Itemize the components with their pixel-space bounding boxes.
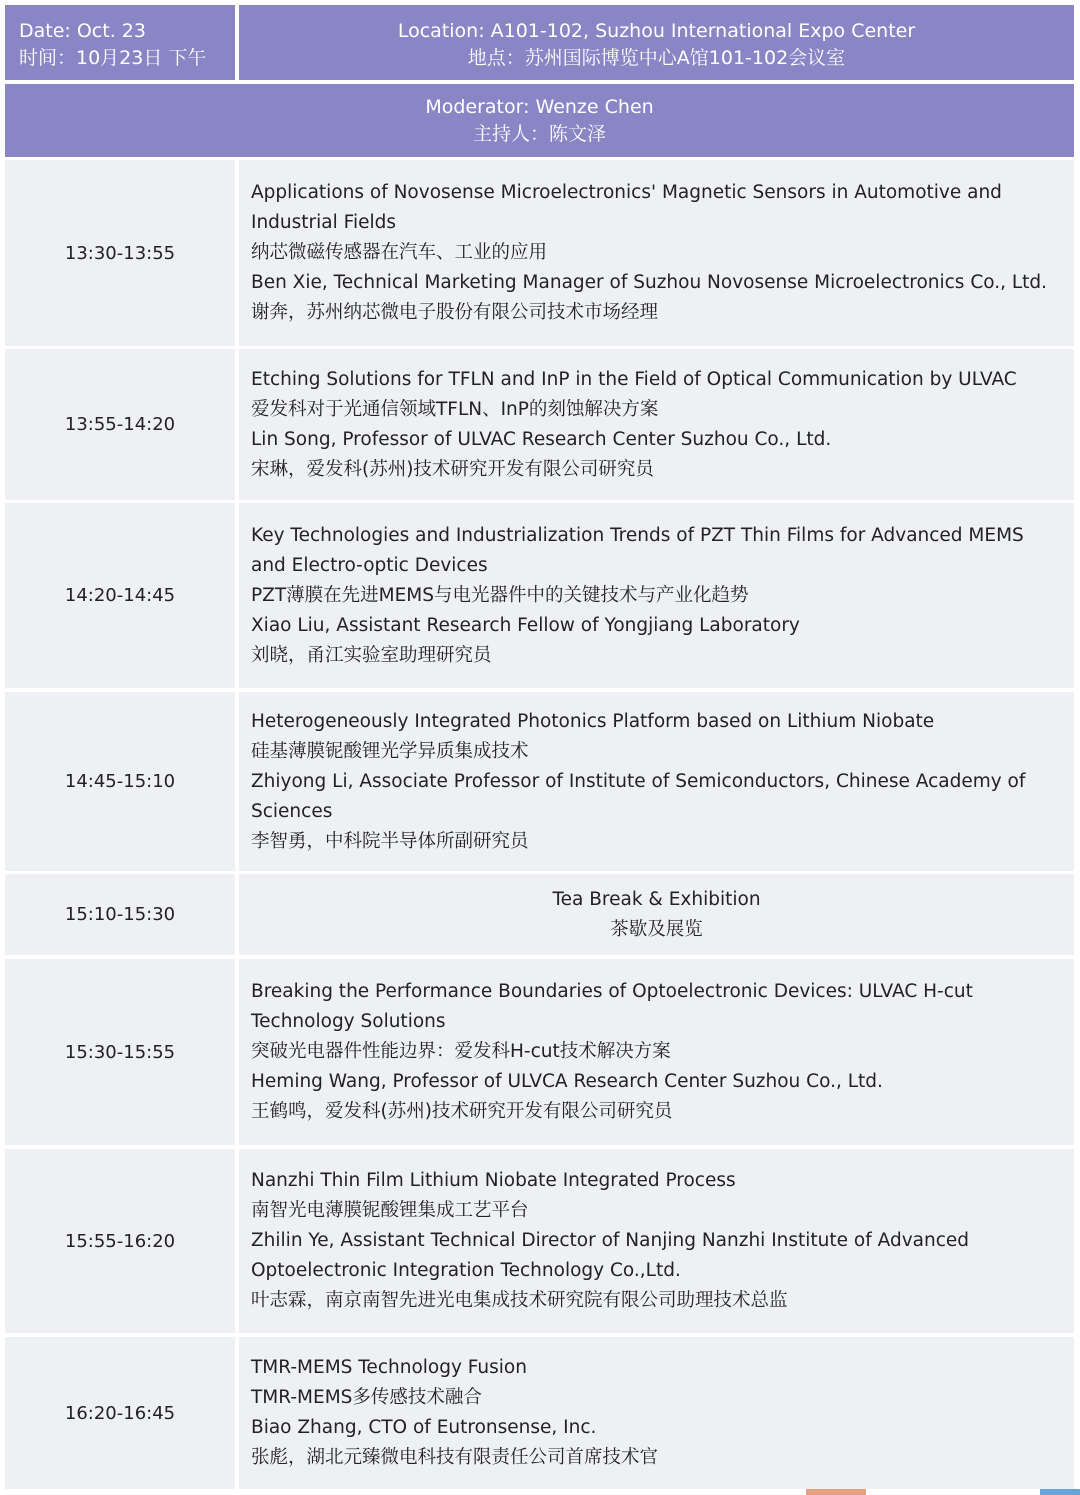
session-line: Heming Wang, Professor of ULVCA Research Center Suzhou Co., Ltd. bbox=[251, 1071, 883, 1092]
session-time: 14:20-14:45 bbox=[5, 503, 235, 688]
session-line: 叶志霖，南京南智先进光电集成技术研究院有限公司助理技术总监 bbox=[251, 1290, 788, 1311]
location-cn: 地点：苏州国际博览中心A馆101-102会议室 bbox=[467, 47, 846, 69]
session-line: TMR-MEMS多传感技术融合 bbox=[251, 1387, 482, 1408]
date-en: Date: Oct. 23 bbox=[19, 20, 146, 42]
decorative-bar-blue bbox=[1040, 1489, 1080, 1495]
session-line: TMR-MEMS Technology Fusion bbox=[251, 1357, 527, 1378]
session-line: 突破光电器件性能边界：爱发科H-cut技术解决方案 bbox=[251, 1041, 671, 1062]
date-cn: 时间：10月23日 下午 bbox=[19, 47, 207, 69]
session-details bbox=[239, 503, 1074, 688]
session-line: PZT薄膜在先进MEMS与电光器件中的关键技术与产业化趋势 bbox=[251, 584, 749, 606]
session-time: 15:10-15:30 bbox=[5, 874, 235, 955]
moderator-header bbox=[5, 84, 1074, 157]
session-row bbox=[5, 1149, 1074, 1333]
session-line: 谢奔，苏州纳芯微电子股份有限公司技术市场经理 bbox=[251, 302, 659, 323]
session-line: Nanzhi Thin Film Lithium Niobate Integrated Process bbox=[251, 1170, 736, 1191]
session-time: 14:45-15:10 bbox=[5, 692, 235, 871]
session-line: Tea Break & Exhibition bbox=[552, 888, 761, 910]
session-line: 硅基薄膜铌酸锂光学异质集成技术 bbox=[251, 740, 529, 762]
session-time: 16:20-16:45 bbox=[5, 1337, 235, 1489]
session-line: Zhilin Ye, Assistant Technical Director of Nanjing Nanzhi Institute of Advanced bbox=[251, 1230, 969, 1251]
session-line: Optoelectronic Integration Technology Co.,Ltd. bbox=[251, 1260, 681, 1281]
location-en: Location: A101-102, Suzhou International Expo Center bbox=[397, 20, 916, 42]
session-line: 李智勇，中科院半导体所副研究员 bbox=[251, 830, 529, 852]
session-line: Lin Song, Professor of ULVAC Research Center Suzhou Co., Ltd. bbox=[251, 428, 832, 450]
session-details bbox=[239, 692, 1074, 871]
session-line: 刘晓，甬江实验室助理研究员 bbox=[251, 644, 492, 666]
session-line: 茶歇及展览 bbox=[610, 918, 703, 940]
session-line: 纳芯微磁传感器在汽车、工业的应用 bbox=[251, 242, 548, 263]
session-row bbox=[5, 959, 1074, 1145]
session-line: Technology Solutions bbox=[251, 1011, 446, 1032]
session-time: 13:55-14:20 bbox=[5, 349, 235, 500]
session-row bbox=[5, 160, 1074, 346]
session-time: 13:30-13:55 bbox=[5, 160, 235, 346]
session-details bbox=[239, 1149, 1074, 1333]
session-time: 15:30-15:55 bbox=[5, 959, 235, 1145]
session-line: 爱发科对于光通信领域TFLN、InP的刻蚀解决方案 bbox=[251, 398, 659, 420]
session-details bbox=[239, 349, 1074, 500]
session-line: 王鹤鸣，爱发科(苏州)技术研究开发有限公司研究员 bbox=[251, 1101, 673, 1122]
session-line: 南智光电薄膜铌酸锂集成工艺平台 bbox=[251, 1200, 529, 1221]
session-row bbox=[5, 692, 1074, 871]
location-header bbox=[239, 5, 1074, 80]
session-line: Heterogeneously Integrated Photonics Platform based on Lithium Niobate bbox=[251, 710, 935, 732]
session-row bbox=[5, 874, 1074, 955]
moderator-cn: 主持人：陈文泽 bbox=[472, 123, 606, 145]
session-line: 张彪，湖北元臻微电科技有限责任公司首席技术官 bbox=[251, 1447, 659, 1468]
session-line: and Electro-optic Devices bbox=[251, 554, 488, 576]
decorative-bar-orange bbox=[806, 1489, 866, 1495]
session-line: Zhiyong Li, Associate Professor of Institute of Semiconductors, Chinese Academy of bbox=[251, 770, 1026, 792]
session-line: Breaking the Performance Boundaries of Optoelectronic Devices: ULVAC H-cut bbox=[251, 981, 973, 1002]
session-time: 15:55-16:20 bbox=[5, 1149, 235, 1333]
session-line: Sciences bbox=[251, 800, 333, 822]
session-line: Industrial Fields bbox=[251, 212, 396, 233]
session-details bbox=[239, 160, 1074, 346]
session-row bbox=[5, 503, 1074, 688]
session-details bbox=[239, 874, 1074, 955]
session-line: Key Technologies and Industrialization Trends of PZT Thin Films for Advanced MEMS bbox=[251, 524, 1024, 546]
session-details bbox=[239, 1337, 1074, 1489]
session-line: Ben Xie, Technical Marketing Manager of Suzhou Novosense Microelectronics Co., Ltd. bbox=[251, 272, 1048, 293]
session-line: Xiao Liu, Assistant Research Fellow of Yongjiang Laboratory bbox=[251, 614, 800, 636]
session-row bbox=[5, 1337, 1074, 1489]
date-header bbox=[5, 5, 235, 80]
session-details bbox=[239, 959, 1074, 1145]
session-line: Biao Zhang, CTO of Eutronsense, Inc. bbox=[251, 1417, 597, 1438]
moderator-en: Moderator: Wenze Chen bbox=[425, 96, 654, 118]
session-row bbox=[5, 349, 1074, 500]
session-line: Etching Solutions for TFLN and InP in the Field of Optical Communication by ULVAC bbox=[251, 368, 1017, 390]
session-line: Applications of Novosense Microelectronics' Magnetic Sensors in Automotive and bbox=[251, 182, 1002, 203]
session-line: 宋琳，爱发科(苏州)技术研究开发有限公司研究员 bbox=[251, 458, 654, 480]
